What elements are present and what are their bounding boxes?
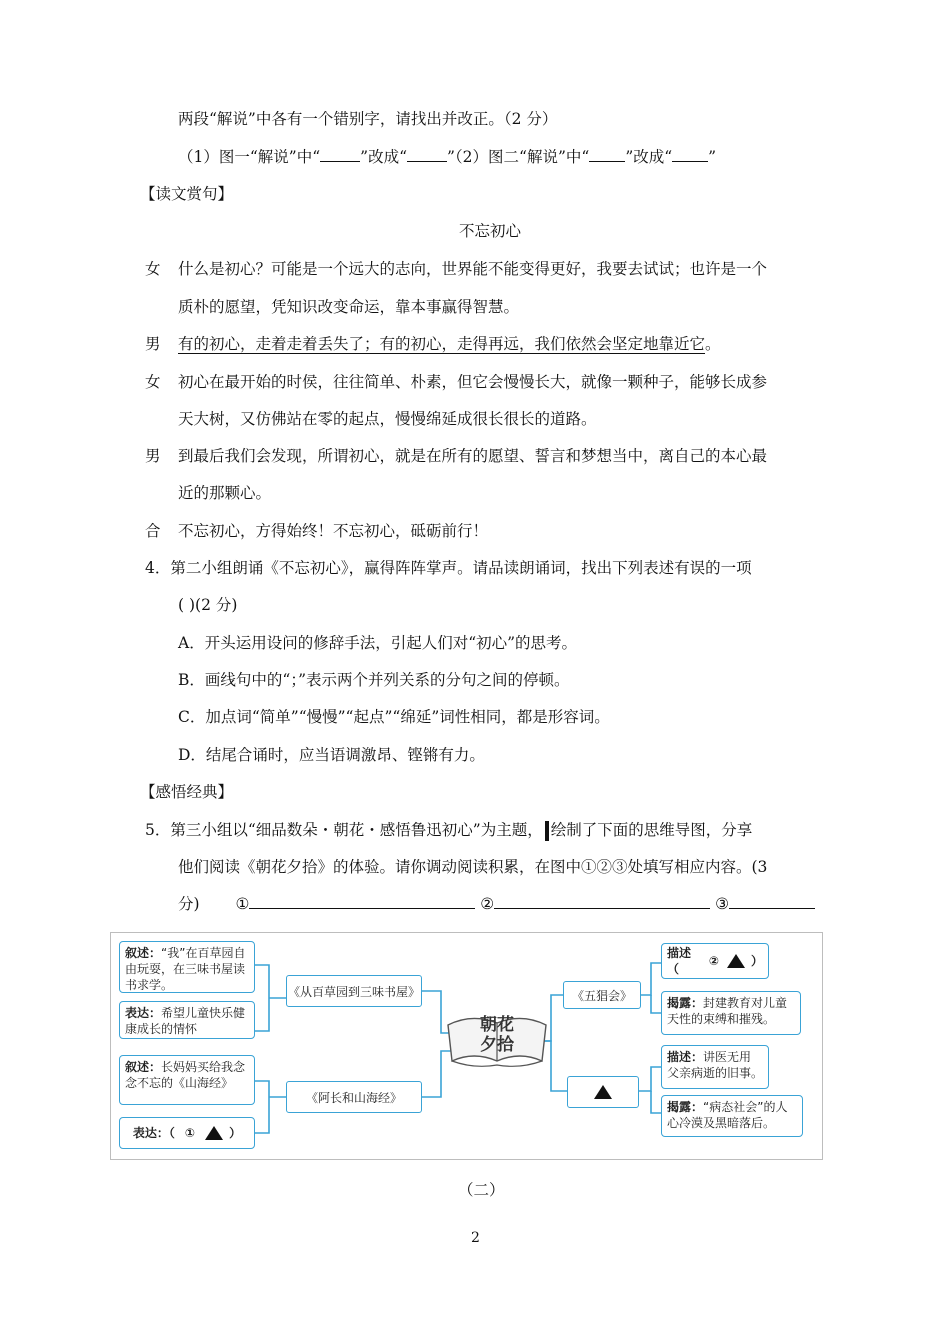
describe-box-wuchanghui[interactable]: 描述（ ② ） [661,943,769,979]
poem-title: 不忘初心 [459,222,522,240]
speech-line: 近的那颗心。 [178,484,272,502]
express-box-baicaoyuan: 表达：希望儿童快乐健康成长的情怀 [119,1001,255,1039]
page-number: 2 [471,1230,480,1246]
underlined-sentence: 有的初心，走着走着丢失了；有的初心，走得再远，我们依然会坚定地靠近它。 [178,335,721,353]
question-5-line: 他们阅读《朝花夕拾》的体验。请你调动阅读积累，在图中①②③处填写相应内容。(3 [178,858,768,876]
speaker-role: 女 [145,373,161,391]
blank-3[interactable] [589,145,625,162]
blank-2[interactable] [407,145,447,162]
speech-line: 天大树，又仿佛站在零的起点，慢慢绵延成很长很长的道路。 [178,410,597,428]
center-title: 朝花 夕拾 [480,1015,514,1055]
answer-line-typos: （1）图一“解说”中“ ”改成“ ”（2）图二“解说”中“ ”改成“ ” [178,145,716,169]
mind-map [110,932,823,1160]
book-achang: 《阿长和山海经》 [286,1081,422,1113]
section-heading-reading: 【读文赏句】 [140,185,234,203]
speech-line: 质朴的愿望，凭知识改变命运，靠本事赢得智慧。 [178,298,520,316]
triangle-icon [594,1085,612,1099]
option-d[interactable]: D．结尾合诵时，应当语调激昂、铿锵有力。 [178,746,485,764]
option-c[interactable]: C．加点词“简单”“慢慢”“起点”“绵延”词性相同，都是形容词。 [178,708,610,726]
speaker-role: 男 [145,335,161,353]
triangle-icon [727,954,745,968]
question-4-answer-slot[interactable]: ( )(2 分) [178,596,238,614]
marker-1: ① [235,895,250,913]
speaker-role: 合 [145,522,161,540]
option-b[interactable]: B．画线句中的“；”表示两个并列关系的分句之间的停顿。 [178,671,570,689]
text-cursor [545,821,549,841]
section-heading-classics: 【感悟经典】 [140,783,234,801]
speech-line: 初心在最开始的时侯，往往简单、朴素，但它会慢慢长大，就像一颗种子，能够长成参 [178,373,768,391]
speaker-role: 男 [145,447,161,465]
instruction-line: 两段“解说”中各有一个错别字，请找出并改正。（2 分） [178,110,558,128]
marker-3: ③ [715,895,730,913]
blank-1[interactable] [320,145,360,162]
question-5: 5．第三小组以“细品数朵・朝花・感悟鲁迅初心”为主题， 绘制了下面的思维导图，分享 [145,821,753,839]
describe-box-third: 描述：讲医无用父亲病逝的旧事。 [661,1045,769,1089]
speech-line: 到最后我们会发现，所谓初心，就是在所有的愿望、誓言和梦想当中，离自己的本心最 [178,447,768,465]
narrate-box-achang: 叙述：长妈妈买给我念念不忘的《山海经》 [119,1055,255,1105]
marker-1-in-map: ① [184,1126,196,1140]
question-4: 4．第二小组朗诵《不忘初心》，赢得阵阵掌声。请品读朗诵词，找出下列表述有误的一项 [145,559,752,577]
book-wuchanghui: 《五猖会》 [563,981,641,1009]
speaker-role: 女 [145,260,161,278]
figure-caption: （二） [458,1181,505,1199]
book-baicaoyuan: 《从百草园到三味书屋》 [286,975,422,1007]
blank-4[interactable] [672,145,708,162]
center-book [444,1003,550,1073]
marker-2-in-map: ② [708,954,719,968]
triangle-icon [205,1126,223,1140]
narrate-box-baicaoyuan: 叙述：“我”在百草园自由玩耍，在三味书屋读书求学。 [119,941,255,993]
speech-line: 什么是初心？可能是一个远大的志向，世界能不能变得更好，我要去试试；也许是一个 [178,260,768,278]
answer-blank-1[interactable] [249,892,475,909]
question-5-answers: 分) ① ② ③ [178,892,815,916]
option-a[interactable]: A．开头运用设问的修辞手法，引起人们对“初心”的思考。 [178,634,578,652]
reveal-box-third: 揭露：“病态社会”的人心冷漠及黑暗落后。 [661,1095,803,1137]
book-blank-3[interactable] [567,1076,639,1108]
speech-line: 不忘初心，方得始终！不忘初心，砥砺前行！ [178,522,489,540]
answer-blank-3[interactable] [729,892,815,909]
express-box-achang[interactable]: 表达：（ ① ） [119,1117,255,1149]
answer-blank-2[interactable] [494,892,710,909]
reveal-box-wuchanghui: 揭露：封建教育对儿童天性的束缚和摧残。 [661,991,801,1035]
marker-2: ② [480,895,495,913]
